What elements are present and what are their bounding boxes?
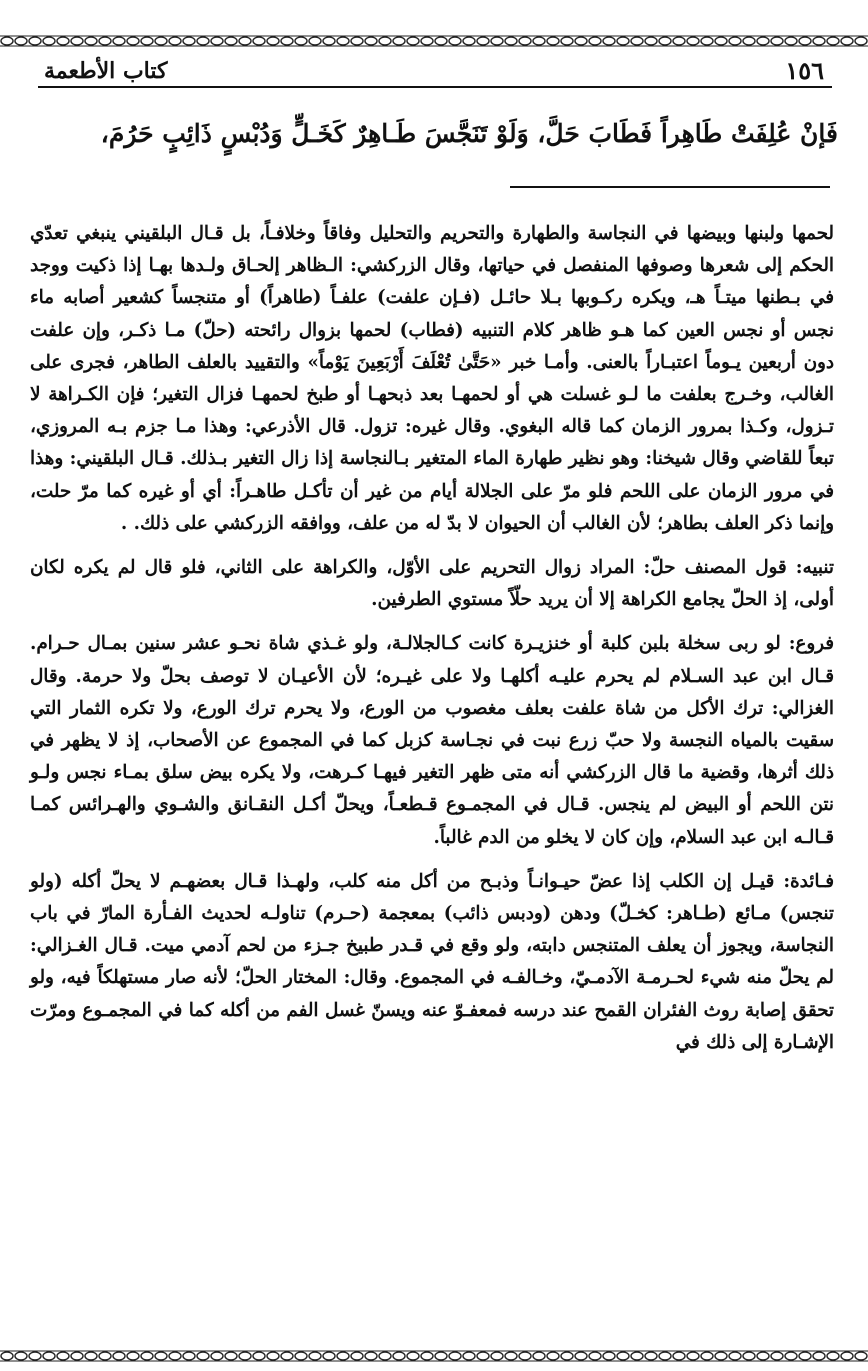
page-header (38, 56, 832, 88)
faida-text: قيـل إن الكلب إذا عضّ حيـوانـاً وذبـح من أكل منه كلب، ولهـذا قـال بعضهـم لا يحلّ أكله (ولو تنجس) مـائع (طـاهر: كخـلّ) ودهن (ودبس ذائب) بمعجمة (حـرم) تناولـه لحديث الفـأرة المارّ في باب النجاسة، ويجوز أن يعلف المتنجس دابته، ولو وقع في قـدر طبيخ جـزء من لحم آدمي ميت. قـال الغـزالي: لم يحلّ منه شيء لحـرمـة الآدمـيّ، وخـالفـه في المجموع. وقال: المختار الحلّ؛ لأنه صار مستهلكاً فيه، ولو تحقق إصابة روث الفئران القمح عند درسه فمعفـوّ عنه ويسنّ غسل الفم من أكله كما في المجمـوع ومرّت الإشـارة إلى ذلك في (30, 870, 834, 1053)
commentary-paragraph-1: لحمها ولبنها وبيضها في النجاسة والطهارة والتحريم والتحليل وفاقاً وخلافـاً، بل قـال البلقيني ينبغي تعدّي الحكم إلى شعرها وصوفها المنفصل في حياتها، وقال الزركشي: الـظاهر إلحـاق ولـدها بهـا إذا ذكيت ووجد في بـطنها ميتـاً هـ، ويكره ركـوبها بـلا حائـل (فـإن علفت) علفـاً (طاهراً) أو متنجساً كشعير أصابه ماء نجس أو نجس العين كما هـو ظاهر كلام التنبيه (فطاب) لحمها بزوال رائحته (حلّ) مـا ذكـر، وإن علفت دون أربعين يـوماً اعتبـاراً بالعنى. وأمـا خبر «حَتَّىٰ تُعْلَفَ أَرْبَعِينَ يَوْماً» والتقييد بالعلف الطاهر، فجرى على الغالب، وخـرج بعلفت ما لـو غسلت هي أو لحمهـا بعد ذبحهـا أو طبخ لحمهـا فزال التغير؛ فإن الكـراهة لا تـزول، وكـذا بمرور الزمان كما قاله البغوي. وقال غيره: تزول. قال الأذرعي: وهذا مـا جزم بـه المروزي، تبعاً للقاضي وقال شيخنا: وهو نظير طهارة الماء المتغير بـالنجاسة إذا زال التغير بـذلك. قـال البلقيني: وهذا في مرور الزمان على اللحم فلو مرّ على الجلالة أيام من غير أن تأكـل طاهـراً: أي أو غيره كما مرّ حلت، وإنما ذكر العلف بطاهر؛ لأن الغالب أن الحيوان لا بدّ له من علف، ووافقه الزركشي على ذلك. . (30, 223, 834, 534)
separator-line (510, 186, 830, 188)
furu-text: لو ربى سخلة بلبن كلبة أو خنزيـرة كانت كـالجلالـة، ولو غـذي شاة نحـو عشر سنين بمـال حـرام. قـال ابن عبد السـلام لم يحرم عليـه أكلهـا ولا على غيـره؛ لأن الأعيـان لا توصف بحلّ ولا حرمة. وقال الغزالي: ترك الأكل من شاة علفت بعلف مغصوب من الورع، ولا يحرم ترك الورع، ولا تكره الثمار التي سقيت بالمياه النجسة ولا حبّ زرع نبت في نجـاسة كزبل كما في المجموع عن الأصحاب، إذ لا يظهر في ذلك أثرها، وقضية ما قال الزركشي أنه متى ظهر التغير فيهـا كـرهت، ولا يكره بيض سلق بمـاء نجس ولـو نتن اللحم أو البيض لم ينجس. قـال في المجمـوع قـطعـاً، ويحلّ أكـل النقـانق والشـوي والهـرائس كمـا قـالـه ابن عبد السلام، وإن كان لا يخلو من الدم غالباً. (30, 633, 834, 848)
running-title: كتاب الأطعمة (44, 58, 168, 84)
tanbih-text: قول المصنف حلّ: المراد زوال التحريم على الأوّل، والكراهة على الثاني، فلو قال لم يكره لكان أولى، إذ الحلّ يجامع الكراهة إلا أن يريد حلّاً مستوي الطرفين. (30, 557, 834, 611)
bottom-decorative-border (0, 1349, 868, 1363)
furu-lead: فروع: (788, 633, 834, 655)
matn-text: فَإنْ عُلِفَتْ طَاهِراً فَطَابَ حَلَّ، وَلَوْ تَنَجَّسَ طَـاهِرٌ كَخَـلٍّ وَدُبْسٍ ذَائِبٍ حَرُمَ، (100, 119, 838, 148)
tanbih-lead: تنبيه: (795, 557, 834, 579)
commentary (30, 218, 834, 1071)
furu-paragraph (30, 628, 834, 853)
faida-paragraph (30, 866, 834, 1059)
tanbih-paragraph (30, 552, 834, 616)
top-decorative-border (0, 34, 868, 48)
page-number: ١٥٦ (785, 56, 824, 85)
faida-lead: فـائدة: (783, 870, 834, 892)
